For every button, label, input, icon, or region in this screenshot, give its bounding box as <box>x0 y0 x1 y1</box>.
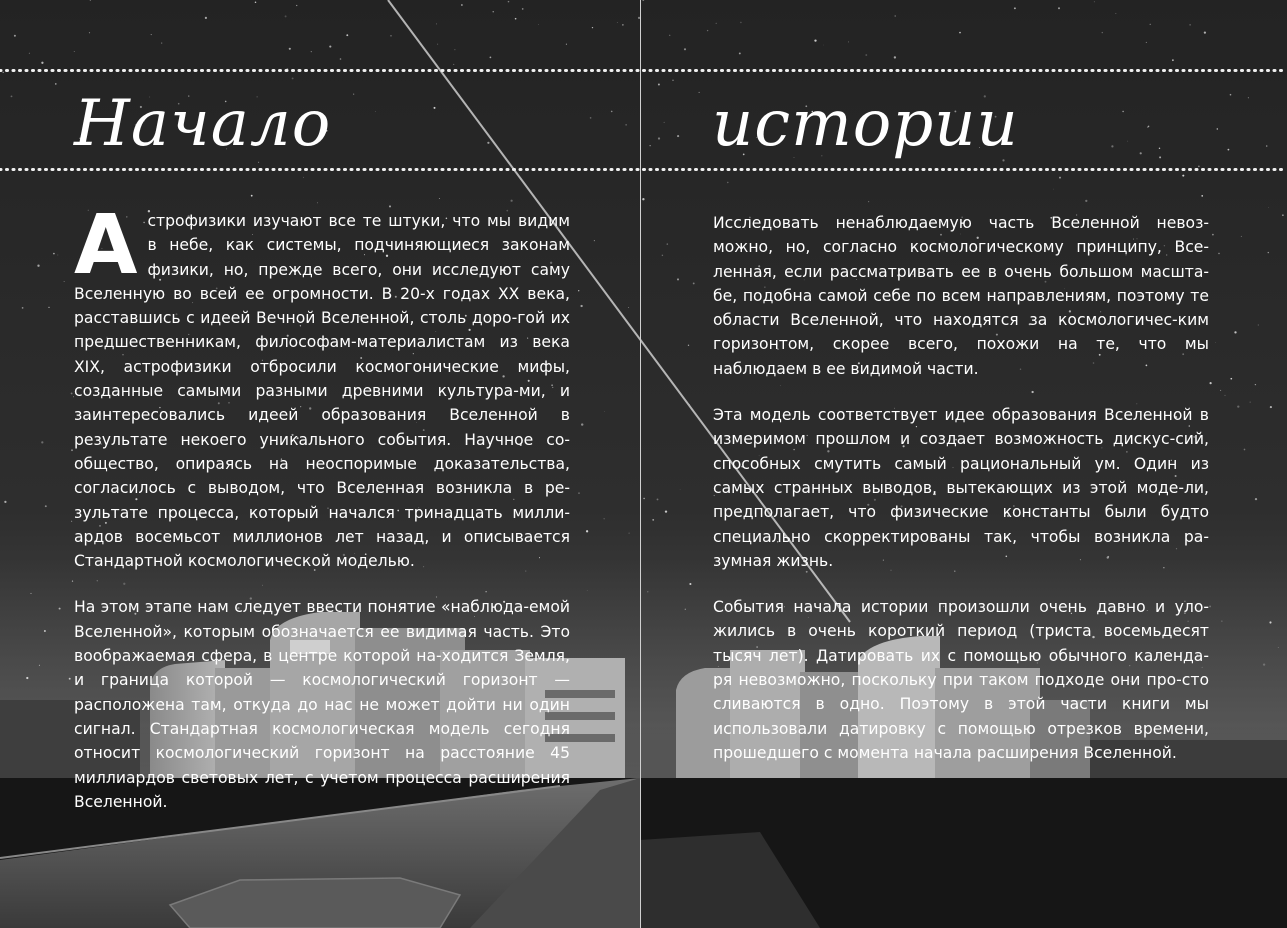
star <box>453 64 454 65</box>
star <box>1266 145 1268 147</box>
left-column <box>74 198 570 836</box>
star <box>1255 384 1256 385</box>
drop-cap: А <box>74 198 138 293</box>
star <box>45 505 47 507</box>
star <box>14 35 16 37</box>
star <box>1250 402 1251 403</box>
star <box>3 72 4 73</box>
star <box>693 282 695 284</box>
star <box>1212 234 1214 236</box>
star <box>865 54 867 56</box>
star <box>490 57 492 59</box>
star <box>658 137 660 139</box>
star <box>346 34 348 36</box>
star <box>1159 156 1161 158</box>
star <box>1059 177 1061 179</box>
star <box>604 411 605 412</box>
star <box>680 489 681 490</box>
star <box>22 307 24 309</box>
star <box>437 44 438 45</box>
star <box>1140 152 1142 154</box>
star <box>29 53 30 54</box>
right-paragraph-3: События начала истории произошли очень давно и уло-жились в очень короткий период (триста восемьдесят тысяч лет). Датировать их с помощью обычного календа-ря невозможно, поскольку при таком подходе они про-сто сливаются в одно. Поэтому в этой части книги мы использовали датировку с помощью отрезков времени, прошедшего с момента начала расширения Вселенной. <box>713 598 1209 762</box>
left-paragraph-1-text: строфизики изучают все те штуки, что мы видим в небе, как системы, подчиняющиеся законам физики, но, прежде всего, они исследуют саму Вселенную во всей ее огромности. В 20-х годах XX века, расставшись с идеей Вечной Вселенной, столь доро-гой их предшественникам, философам-материалистам из века XIX, астрофизики отбросили космогонические мифы, созданные самыми разными древними культура-ми, и заинтересовались идеей образования Вселенной в результате некоего уникального события. Научное со-общество, опираясь на неоспоримые доказательства, согласилось с выводом, что Вселенная возникла в ре-зультате процесса, который начался тринадцать милли-ардов восемьсот миллионов лет назад, и описывается Стандартной космологической моделью. <box>74 212 570 571</box>
star <box>151 34 152 35</box>
star <box>461 4 463 6</box>
star <box>622 24 623 25</box>
star <box>37 265 39 267</box>
star <box>707 30 708 31</box>
star <box>26 677 28 679</box>
right-paragraph-2: Эта модель соответствует идее образования Вселенной в измеримом прошлом и создает возможность дискус-сий, способных смутить самый рациональный ум. Один из самых странных выводов, вытекающих из этой моде-ли, предполагает, что физические константы были будто специально скорректированы так, чтобы возникла ра-зумная жизнь. <box>713 406 1209 570</box>
star <box>1210 382 1212 384</box>
star <box>296 5 297 6</box>
star <box>643 498 644 499</box>
star <box>1209 605 1211 607</box>
star <box>71 449 73 451</box>
star <box>895 15 896 16</box>
star <box>594 240 595 241</box>
star <box>647 591 648 592</box>
right-column <box>713 211 1209 787</box>
star <box>1268 207 1269 208</box>
star <box>1218 253 1219 254</box>
star <box>292 77 294 79</box>
star <box>251 195 253 197</box>
star <box>590 117 592 119</box>
star <box>677 278 679 280</box>
star <box>1182 175 1184 177</box>
star <box>650 145 651 146</box>
star <box>727 182 728 183</box>
star <box>662 255 663 256</box>
star <box>814 39 816 41</box>
star <box>161 43 162 44</box>
star <box>30 593 31 594</box>
star <box>1122 111 1123 112</box>
star <box>1282 214 1284 216</box>
star <box>487 142 489 144</box>
left-paragraph-2: На этом этапе нам следует ввести понятие «наблюда-емой Вселенной», которым обозначается ее видимая часть. Это воображаемая сфера, в центре которой на-ходится Земля, и граница которой — космологический горизонт — расположена там, откуда до нас не может дойти ни один сигнал. Стандартная космологическая модель сегодня относит космологический горизонт на расстояние 45 миллиардов световых лет, с учетом процесса расширения Вселенной. <box>74 598 570 811</box>
star <box>740 22 742 24</box>
star <box>303 177 304 178</box>
star <box>1225 395 1226 396</box>
star <box>39 665 40 666</box>
star <box>1220 390 1221 391</box>
star <box>1172 59 1174 61</box>
star <box>1244 449 1246 451</box>
star <box>894 56 896 58</box>
star <box>1230 378 1232 380</box>
star <box>390 35 392 37</box>
star <box>592 27 593 28</box>
star <box>64 281 65 282</box>
star <box>329 46 331 48</box>
star <box>340 58 342 60</box>
star <box>511 200 513 202</box>
star <box>375 111 376 112</box>
star <box>566 44 567 45</box>
star <box>604 518 605 519</box>
star <box>617 22 618 23</box>
star <box>638 17 640 19</box>
star <box>1215 342 1216 343</box>
star <box>581 423 583 425</box>
star <box>672 80 673 81</box>
star <box>439 198 440 199</box>
star <box>285 15 287 17</box>
star <box>1248 97 1249 98</box>
left-paragraph-1 <box>74 198 570 573</box>
star <box>1241 236 1242 237</box>
star <box>1270 406 1272 408</box>
star <box>205 17 207 19</box>
star <box>1263 663 1265 665</box>
star <box>317 202 318 203</box>
star <box>1230 94 1232 96</box>
heading-left: Начало <box>74 87 332 161</box>
star <box>436 23 437 24</box>
star <box>628 307 629 308</box>
star <box>1148 126 1149 127</box>
right-paragraph-1: Исследовать ненаблюдаемую часть Вселенной невоз-можно, но, согласно космологическому принципу, Все-ленная, если рассматривать ее в очень большом масшта-бе, подобна самой себе по всем направлениям, поэтому те области Вселенной, что находятся за космологичес-ким горизонтом, скорее всего, похожи на те, что мы наблюдаем в ее видимой части. <box>713 214 1209 378</box>
star <box>689 583 691 585</box>
star <box>508 1 510 3</box>
star <box>587 590 588 591</box>
star <box>1127 141 1128 142</box>
star <box>848 41 849 42</box>
star <box>1269 621 1271 623</box>
star <box>699 92 700 93</box>
star <box>1094 1 1095 2</box>
star <box>53 253 55 255</box>
star <box>580 305 582 307</box>
star <box>1150 24 1151 25</box>
star <box>688 345 689 346</box>
star <box>1204 31 1206 33</box>
star <box>1058 7 1060 9</box>
star <box>1116 13 1117 14</box>
star <box>311 51 312 52</box>
star <box>1146 42 1147 43</box>
star <box>1255 498 1257 500</box>
star <box>823 45 824 46</box>
star <box>59 608 61 610</box>
star <box>664 122 665 123</box>
star <box>685 609 686 610</box>
star <box>71 392 73 394</box>
star <box>1159 148 1160 149</box>
star <box>255 2 257 4</box>
star <box>89 32 90 33</box>
star <box>667 243 668 244</box>
star <box>652 519 654 521</box>
star <box>868 201 869 202</box>
star <box>739 52 741 54</box>
star <box>1189 24 1190 25</box>
star <box>72 580 73 581</box>
star <box>41 62 43 64</box>
star <box>628 532 629 533</box>
star <box>658 84 660 86</box>
star <box>434 107 436 109</box>
heading-right: истории <box>712 87 1019 161</box>
star <box>48 307 49 308</box>
star <box>669 35 670 36</box>
star <box>4 501 6 503</box>
star <box>1053 189 1054 190</box>
star <box>1268 252 1269 253</box>
star <box>1237 405 1239 407</box>
star <box>1234 331 1236 333</box>
star <box>657 498 659 500</box>
star <box>74 51 75 52</box>
star <box>1221 621 1222 622</box>
star <box>959 32 961 34</box>
star <box>41 441 43 443</box>
star <box>454 49 455 50</box>
star <box>1198 166 1199 167</box>
star <box>1278 647 1279 648</box>
star <box>716 23 717 24</box>
star <box>515 18 517 20</box>
star <box>55 83 57 85</box>
star <box>1217 128 1218 129</box>
star <box>677 135 679 137</box>
star <box>353 94 354 95</box>
star <box>611 111 613 113</box>
star <box>1201 195 1203 197</box>
star <box>538 24 539 25</box>
star <box>71 521 72 522</box>
star <box>1102 32 1103 33</box>
star <box>11 95 13 97</box>
star <box>684 48 686 50</box>
star <box>578 492 580 494</box>
star <box>289 48 291 50</box>
star <box>625 124 626 125</box>
star <box>578 290 579 291</box>
star <box>522 8 524 10</box>
star <box>389 205 391 207</box>
star <box>586 530 588 532</box>
star <box>665 510 667 512</box>
star <box>57 255 58 256</box>
star <box>1085 200 1087 202</box>
star <box>642 198 644 200</box>
star <box>1228 149 1230 151</box>
star <box>493 11 494 12</box>
star <box>1111 145 1113 147</box>
star <box>1258 325 1259 326</box>
star <box>1014 7 1016 9</box>
star <box>69 678 71 680</box>
star <box>44 630 46 632</box>
